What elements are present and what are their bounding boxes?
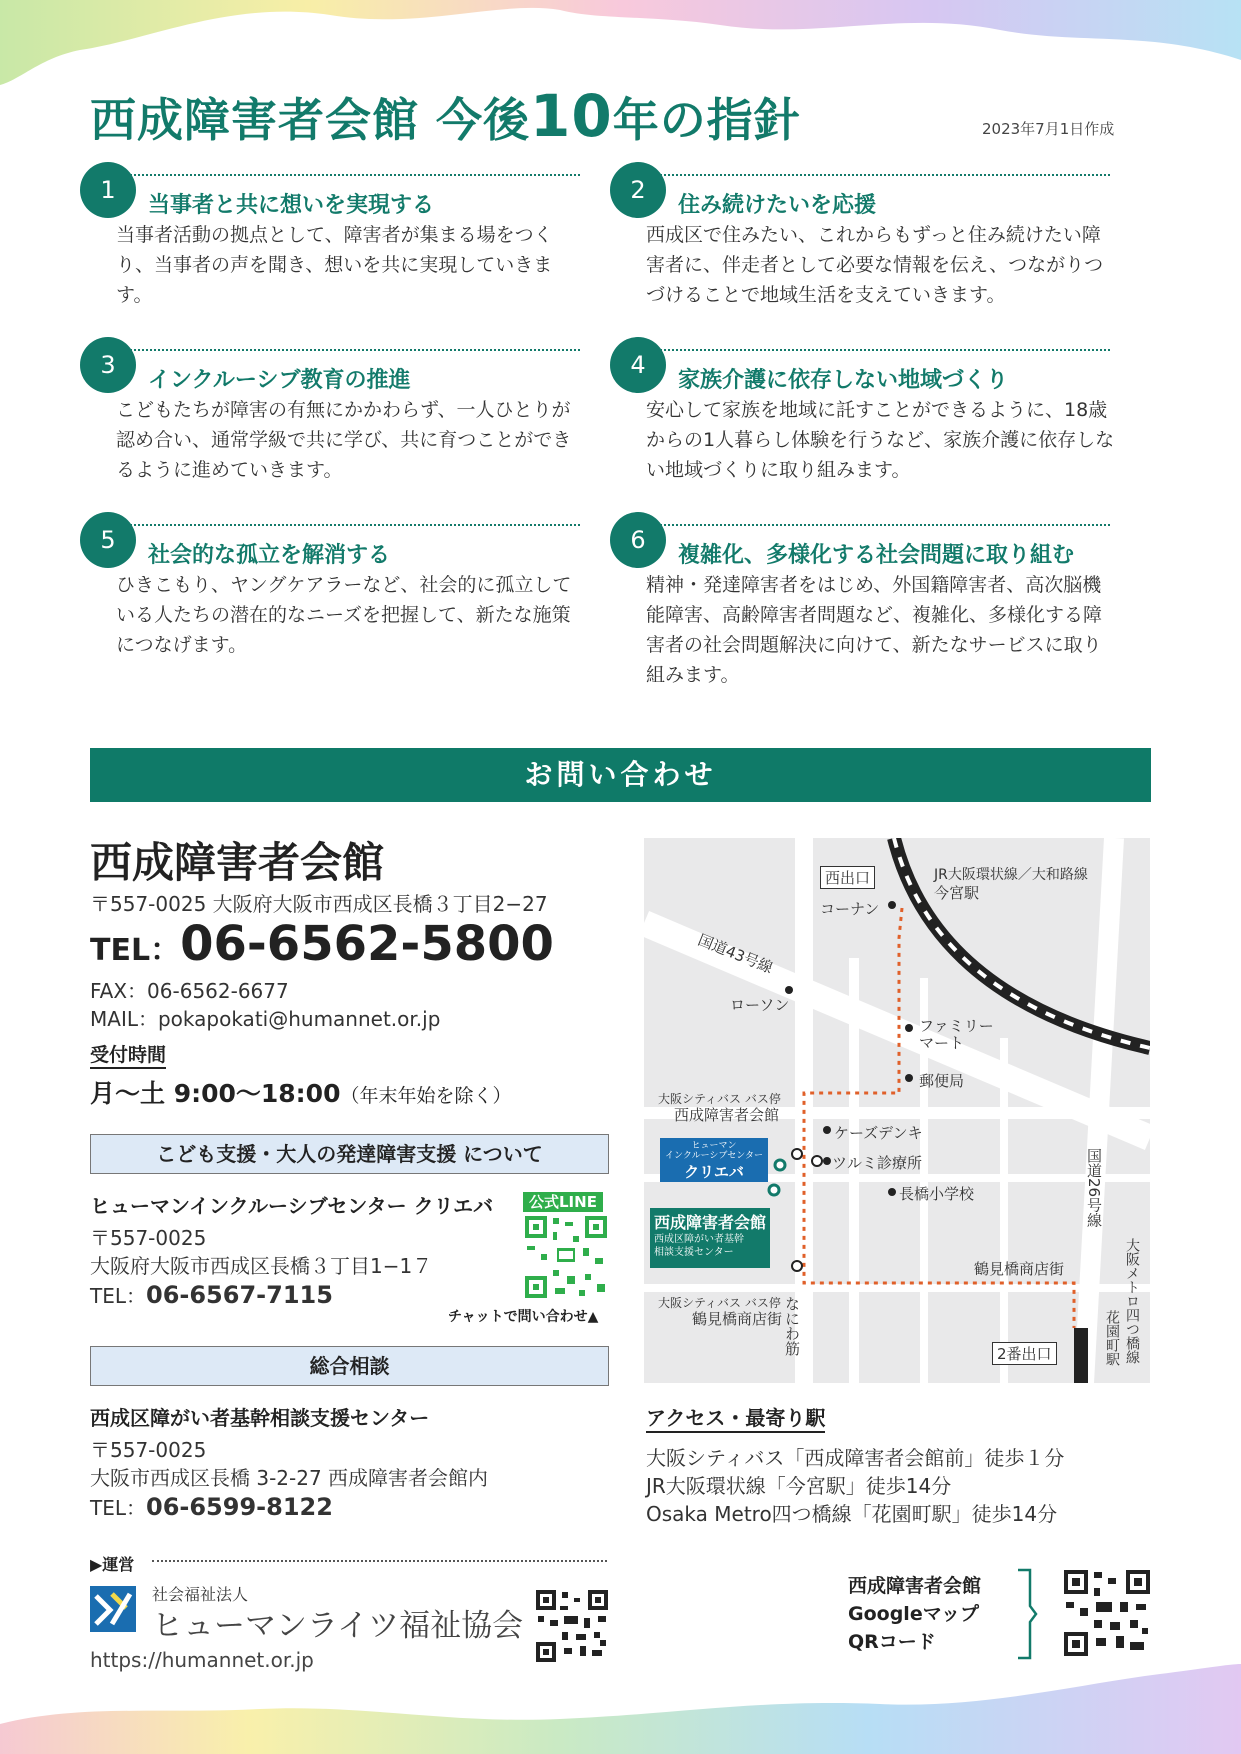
map-naniwasuji: なにわ筋 xyxy=(783,1296,801,1356)
map-crieba-name: クリエバ xyxy=(684,1163,744,1181)
map-kaikan-marker xyxy=(650,1208,770,1268)
policy-number: 5 xyxy=(80,512,136,568)
policy-number: 2 xyxy=(610,162,666,218)
kids-center-address: 大阪府大阪市西成区長橋３丁目1−1７ xyxy=(90,1254,433,1278)
dotted-divider xyxy=(130,174,580,176)
map-crieba-marker xyxy=(660,1138,768,1182)
map-post-office: 郵便局 xyxy=(919,1072,965,1090)
email-address[interactable]: MAIL：pokapokati@humannet.or.jp xyxy=(90,1007,441,1031)
kids-center-phone xyxy=(90,1280,333,1309)
map-tsurumi-clinic: ツルミ診療所 xyxy=(832,1154,923,1172)
map-nagahashi-school: 長橋小学校 xyxy=(899,1185,975,1203)
kids-center-zip: 〒557-0025 xyxy=(90,1226,207,1250)
map-hanazono-station: 花園町駅 xyxy=(1104,1310,1120,1366)
title-prefix: 西成障害者会館 今後 xyxy=(90,93,531,147)
map-kaikan-name: 西成障害者会館 xyxy=(654,1213,767,1232)
policy-heading: 家族介護に依存しない地域づくり xyxy=(678,368,1009,393)
dotted-divider xyxy=(152,1560,607,1562)
kids-support-box: こども支援・大人の発達障害支援 について xyxy=(90,1134,609,1174)
map-crieba-sub: ヒューマン インクルーシブセンター xyxy=(665,1141,763,1161)
page-title xyxy=(90,82,801,150)
organization-name: 西成障害者会館 xyxy=(90,838,385,887)
map-ksdenki: ケーズデンキ xyxy=(834,1124,923,1142)
policy-number: 1 xyxy=(80,162,136,218)
gmap-qr-label-line3: QRコード xyxy=(848,1631,936,1653)
operator-label: ▶運営 xyxy=(90,1555,135,1574)
hours-value: 月～土 9:00～18:00 xyxy=(90,1079,341,1108)
map-bus-stop-2-name: 鶴見橋商店街 xyxy=(692,1310,783,1328)
policy-number: 4 xyxy=(610,337,666,393)
organization-address: 〒557-0025 大阪府大阪市西成区長橋３丁目2−27 xyxy=(90,892,548,916)
policy-item xyxy=(80,512,580,682)
policy-heading: 当事者と共に想いを実現する xyxy=(148,193,435,218)
business-hours xyxy=(90,1074,511,1110)
map-exit-2: 2番出口 xyxy=(992,1342,1057,1365)
organization-logo-icon xyxy=(90,1586,136,1632)
line-qr-code[interactable] xyxy=(523,1214,609,1300)
policy-body: 西成区で住みたい、これからもずっと住み続けたい障害者に、伴走者として必要な情報を伝え、つながりつづけることで地域生活を支えていきます。 xyxy=(646,224,1104,306)
policy-body: こどもたちが障害の有無にかかわらず、一人ひとりが認め合い、通常学級で共に学び、共に育つことができるように進めていきます。 xyxy=(116,399,572,481)
policy-heading: 社会的な孤立を解消する xyxy=(148,543,391,568)
creation-date: 2023年7月1日作成 xyxy=(982,120,1115,138)
map-bus-stop-2-label: 大阪シティバス バス停 xyxy=(658,1296,781,1310)
access-heading: アクセス・最寄り駅 xyxy=(646,1402,825,1433)
access-line: Osaka Metro四つ橋線「花園町駅」徒歩14分 xyxy=(646,1502,1058,1526)
policy-item xyxy=(80,337,580,507)
website-link[interactable]: https://humannet.or.jp xyxy=(90,1648,314,1672)
map-familymart: ファミリー マート xyxy=(919,1017,994,1052)
contact-section-header: お問い合わせ xyxy=(90,748,1151,802)
map-bus-stop-1-name: 西成障害者会館 xyxy=(674,1106,780,1124)
general-center-name: 西成区障がい者基幹相談支援センター xyxy=(90,1406,430,1430)
main-phone-row xyxy=(90,916,554,972)
tel-label: TEL： xyxy=(90,933,181,968)
policy-number: 3 xyxy=(80,337,136,393)
main-phone-number[interactable]: 06-6562-5800 xyxy=(180,916,554,972)
top-watercolor-decoration xyxy=(0,0,1241,90)
map-bus-stop-1-label: 大阪シティバス バス停 xyxy=(658,1092,781,1106)
fax-number: FAX：06-6562-6677 xyxy=(90,979,289,1003)
dotted-divider xyxy=(660,174,1110,176)
google-map-qr-code[interactable] xyxy=(1062,1568,1152,1658)
kids-center-name: ヒューマンインクルーシブセンター クリエバ xyxy=(90,1194,494,1218)
general-phone-number[interactable]: 06-6599-8122 xyxy=(146,1493,333,1521)
policy-heading: インクルーシブ教育の推進 xyxy=(148,368,411,393)
map-route-26: 国道26号線 xyxy=(1085,1148,1103,1228)
general-center-address: 大阪市西成区長橋 3-2-27 西成障害者会館内 xyxy=(90,1466,489,1490)
website-qr-code[interactable] xyxy=(534,1588,610,1664)
policy-item xyxy=(610,512,1110,686)
kids-phone-number[interactable]: 06-6567-7115 xyxy=(146,1281,333,1309)
dotted-divider xyxy=(660,349,1110,351)
map-route-43: 国道43号線 xyxy=(695,930,776,978)
policy-body: 安心して家族を地域に託すことができるように、18歳からの1人暮らし体験を行うなど、家族介護に依存しない地域づくりに取り組みます。 xyxy=(646,399,1115,481)
gmap-qr-label-line2: Googleマップ xyxy=(848,1603,979,1625)
title-number: 10 xyxy=(530,82,613,150)
access-line: JR大阪環状線「今宮駅」徒歩14分 xyxy=(646,1474,952,1498)
policy-item xyxy=(610,337,1115,507)
general-center-phone xyxy=(90,1492,333,1521)
policy-item xyxy=(610,162,1110,332)
policy-heading: 住み続けたいを応援 xyxy=(678,193,877,218)
policy-body: ひきこもり、ヤングケアラーなど、社会的に孤立している人たちの潜在的なニーズを把握して、新たな施策につなげます。 xyxy=(116,574,572,656)
policy-number: 6 xyxy=(610,512,666,568)
policy-item xyxy=(80,162,580,332)
map-kaikan-sub: 西成区障がい者基幹 相談支援センター xyxy=(654,1234,744,1258)
organization-logo-name: ヒューマンライツ福祉協会 xyxy=(152,1608,524,1644)
title-suffix: 年の指針 xyxy=(612,93,801,147)
dotted-divider xyxy=(660,524,1110,526)
policy-body: 当事者活動の拠点として、障害者が集まる場をつくり、当事者の声を聞き、想いを共に実現していきます。 xyxy=(116,224,553,306)
bracket-icon xyxy=(1016,1568,1038,1660)
map-west-exit: 西出口 xyxy=(820,866,875,889)
map-lawson: ローソン xyxy=(730,996,790,1014)
map-shotengai: 鶴見橋商店街 xyxy=(974,1260,1065,1278)
map-konan: コーナン xyxy=(820,900,880,918)
dotted-divider xyxy=(130,349,580,351)
organization-type: 社会福祉法人 xyxy=(152,1585,249,1604)
dotted-divider xyxy=(130,524,580,526)
chat-inquiry-note: チャットで問い合わせ▲ xyxy=(448,1309,599,1325)
gmap-qr-label-line1: 西成障害者会館 xyxy=(848,1575,982,1597)
hours-label: 受付時間 xyxy=(90,1040,166,1069)
map-jr-line: JR大阪環状線／大和路線 xyxy=(934,867,1088,883)
general-center-zip: 〒557-0025 xyxy=(90,1438,207,1462)
general-consultation-box: 総合相談 xyxy=(90,1346,609,1386)
map-imamiya-station: 今宮駅 xyxy=(934,884,980,902)
tel-label: TEL： xyxy=(90,1496,146,1520)
hours-note: （年末年始を除く） xyxy=(340,1085,512,1107)
access-map[interactable] xyxy=(644,838,1150,1383)
line-official-badge: 公式LINE xyxy=(523,1192,603,1212)
access-line: 大阪シティバス「西成障害者会館前」徒歩１分 xyxy=(646,1446,1065,1470)
map-metro-line: 大阪メトロ四つ橋線 xyxy=(1124,1238,1140,1364)
policy-body: 精神・発達障害者をはじめ、外国籍障害者、高次脳機能障害、高齢障害者問題など、複雑化、多様化する障害者の社会問題解決に向けて、新たなサービスに取り組みます。 xyxy=(646,574,1103,686)
tel-label: TEL： xyxy=(90,1284,146,1308)
policy-heading: 複雑化、多様化する社会問題に取り組む xyxy=(678,543,1075,568)
bottom-watercolor-decoration xyxy=(0,1664,1241,1754)
